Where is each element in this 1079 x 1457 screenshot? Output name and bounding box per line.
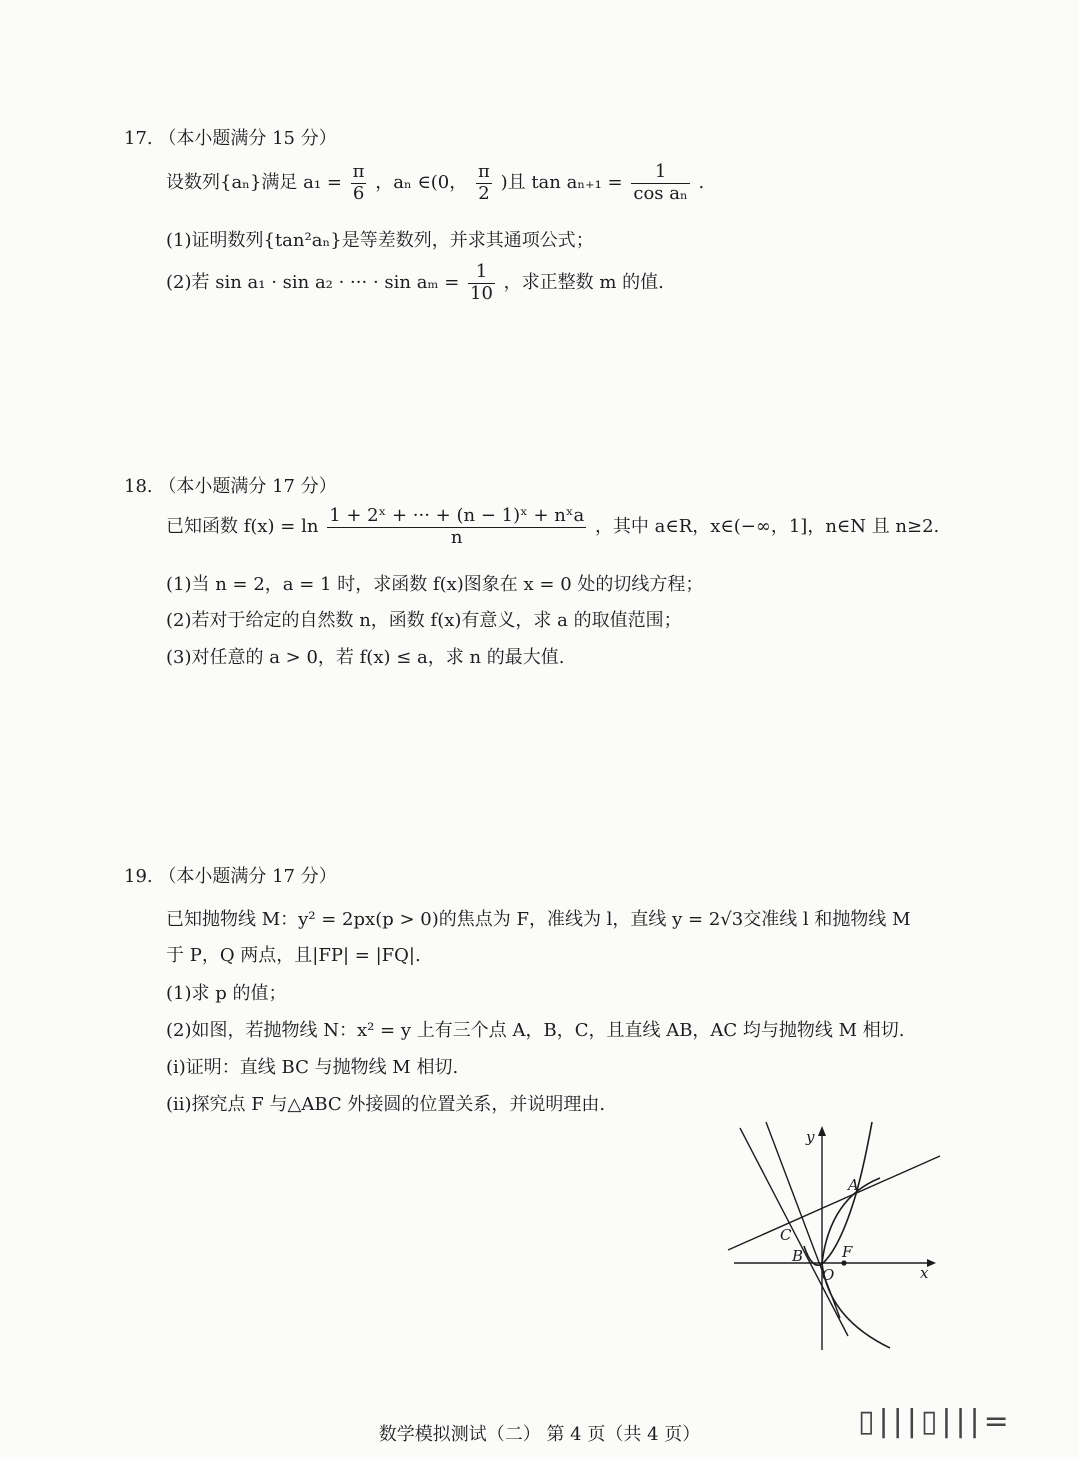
label-a: A (848, 1176, 859, 1194)
label-f: F (842, 1243, 853, 1261)
numerator: π (352, 161, 365, 182)
numerator: 1 (468, 262, 495, 284)
line-bc (766, 1122, 840, 1318)
focus-point (841, 1260, 846, 1265)
problem-17-question-2 (166, 262, 664, 304)
denominator: n (450, 526, 463, 548)
numerator: π (478, 161, 490, 182)
text: . (698, 172, 705, 194)
label-o: O (822, 1266, 835, 1284)
problem-19-question-1: (1)求 p 的值； (166, 983, 287, 1004)
label-b: B (792, 1247, 804, 1265)
problem-19-question-2i: (i)证明：直线 BC 与抛物线 M 相切. (166, 1057, 459, 1078)
problem-19-question-2ii: (ii)探究点 F 与△ABC 外接圆的位置关系，并说明理由. (166, 1094, 606, 1115)
problem-19-statement-line-2: 于 P，Q 两点，且|FP| = |FQ|. (166, 945, 421, 966)
problem-17-header: 17. （本小题满分 15 分） (124, 128, 337, 149)
denominator: 2 (478, 182, 490, 204)
text: (2)若 sin a₁ · sin a₂ · ··· · sin aₘ = (166, 272, 460, 294)
watermark-logo: ▯|||▯|||= (858, 1404, 1013, 1439)
problem-17-statement (166, 162, 704, 204)
line-ab (740, 1128, 848, 1336)
problem-19-question-2: (2)如图，若抛物线 N：x² = y 上有三个点 A，B，C，且直线 AB，AC 均与抛物线 M 相切. (166, 1020, 905, 1041)
problem-18-header: 18. （本小题满分 17 分） (124, 476, 337, 497)
text: )且 tan aₙ₊₁ = (500, 172, 623, 194)
fraction-1-cos (631, 162, 689, 204)
problem-17-question-1: (1)证明数列{tan²aₙ}是等差数列，并求其通项公式； (166, 230, 594, 251)
denominator: 10 (470, 282, 493, 304)
problem-18-question-1: (1)当 n = 2，a = 1 时，求函数 f(x)图象在 x = 0 处的切线方程； (166, 574, 704, 595)
denominator: 6 (352, 182, 365, 204)
problem-19-statement-line-1: 已知抛物线 M：y² = 2px(p > 0)的焦点为 F，准线为 l，直线 y = 2√3交准线 l 和抛物线 M (166, 909, 911, 930)
denominator: cos aₙ (633, 182, 688, 204)
fraction-1-10 (468, 262, 495, 304)
line-ac (728, 1156, 940, 1250)
problem-18-question-3: (3)对任意的 a > 0，若 f(x) ≤ a，求 n 的最大值. (166, 647, 565, 668)
page-footer: 数学模拟测试（二） 第 4 页（共 4 页） (378, 1424, 701, 1445)
text: 已知函数 f(x) = ln (166, 516, 319, 538)
label-y: y (806, 1128, 815, 1146)
label-c: C (780, 1226, 792, 1244)
fraction-pi-6 (351, 162, 367, 204)
text: ，求正整数 m 的值. (503, 272, 664, 294)
problem-18-statement (166, 506, 939, 548)
numerator: 1 + 2ˣ + ··· + (n − 1)ˣ + nˣa (329, 505, 585, 526)
label-x: x (920, 1264, 929, 1282)
text: 设数列{aₙ}满足 a₁ = (166, 172, 342, 194)
fraction-pi-2 (476, 162, 492, 204)
text: ，aₙ ∈(0， (375, 172, 468, 194)
parabola-figure (720, 1118, 950, 1358)
y-axis-arrow (818, 1126, 826, 1136)
problem-19-header: 19. （本小题满分 17 分） (124, 866, 337, 887)
numerator: 1 (631, 162, 689, 184)
text: ，其中 a∈R，x∈(−∞，1]，n∈N 且 n≥2. (594, 516, 940, 538)
fraction-sum-over-n (327, 506, 586, 548)
problem-18-question-2: (2)若对于给定的自然数 n，函数 f(x)有意义，求 a 的取值范围； (166, 610, 682, 631)
